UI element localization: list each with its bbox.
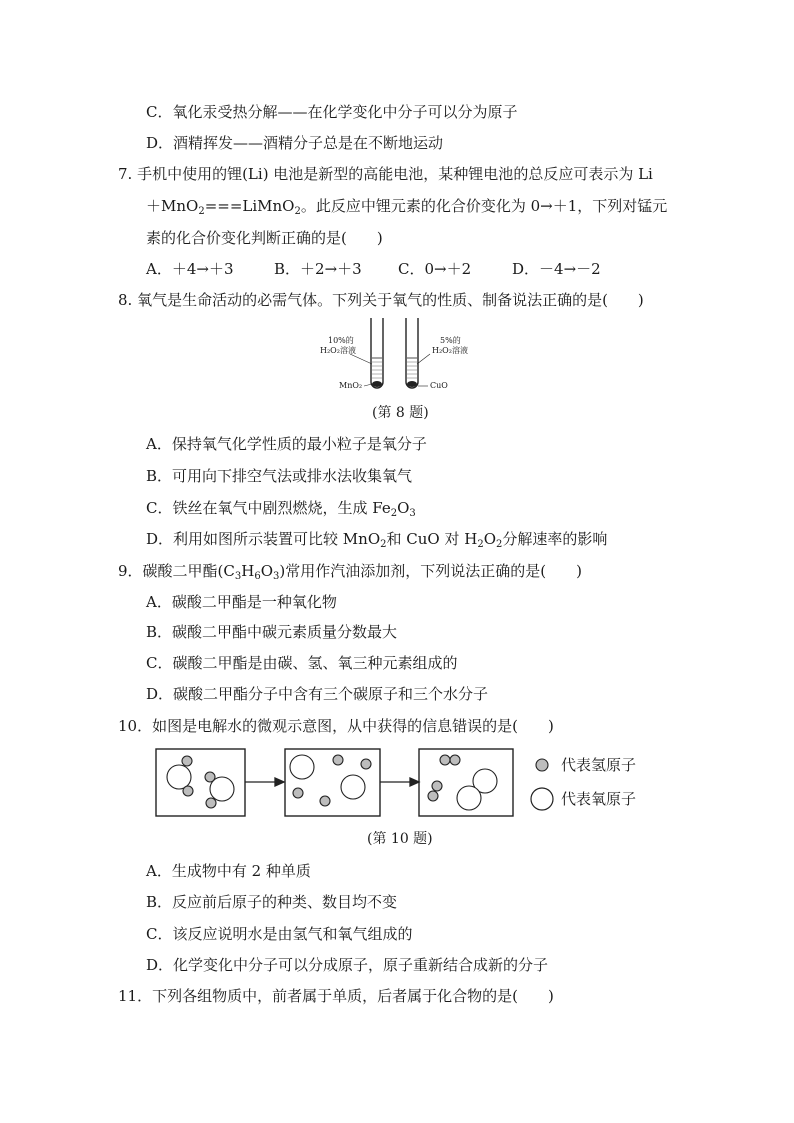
q7-option-b: B．＋2→＋3 xyxy=(274,260,362,278)
q10-figure-caption: (第 10 题) xyxy=(367,831,433,847)
legend-icons xyxy=(530,756,558,814)
q8-option-c: C．铁丝在氧气中剧烈燃烧，生成 $Fe_2O_3$ xyxy=(146,499,416,519)
q10-stem: 10．如图是电解水的微观示意图，从中获得的信息错误的是( ) xyxy=(118,717,554,735)
q10-option-d: D．化学变化中分子可以分成原子，原子重新结合成新的分子 xyxy=(146,956,549,974)
right-tube-solution: H₂O₂溶液 xyxy=(432,346,468,355)
q8-figure-caption: (第 8 题) xyxy=(372,405,429,421)
hydrogen-atom-icon xyxy=(536,759,548,771)
q9-option-a: A．碳酸二甲酯是一种氧化物 xyxy=(146,593,337,611)
q8-option-b: B．可用向下排空气法或排水法收集氧气 xyxy=(146,467,413,485)
q10-option-b: B．反应前后原子的种类、数目均不变 xyxy=(146,893,398,911)
q7-option-a: A．＋4→＋3 xyxy=(146,260,234,278)
q8-stem: 8. 氧气是生命活动的必需气体。下列关于氧气的性质、制备说法正确的是( ) xyxy=(118,291,644,309)
q10-option-a: A．生成物中有 2 种单质 xyxy=(146,862,311,880)
legend-hydrogen-label: 代表氢原子 xyxy=(561,756,637,774)
legend-oxygen-label: 代表氧原子 xyxy=(561,790,637,808)
right-tube-reagent: CuO xyxy=(430,381,448,390)
q6-option-c: C．氧化汞受热分解——在化学变化中分子可以分为原子 xyxy=(146,103,518,121)
q7-stem-line1: 7. 手机中使用的锂(Li) 电池是新型的高能电池，某种锂电池的总反应可表示为 Li xyxy=(118,165,653,183)
left-tube-solution: H₂O₂溶液 xyxy=(320,346,356,355)
q9-option-c: C．碳酸二甲酯是由碳、氢、氧三种元素组成的 xyxy=(146,654,458,672)
q7-stem-line3: 素的化合价变化判断正确的是( ) xyxy=(146,229,383,247)
left-tube-concentration: 10%的 xyxy=(328,336,354,345)
right-tube-concentration: 5%的 xyxy=(440,336,461,345)
left-tube-reagent: MnO₂ xyxy=(339,381,363,390)
q9-stem: 9．碳酸二甲酯$(C_3H_6O_3)$常用作汽油添加剂，下列说法正确的是( ) xyxy=(118,562,582,582)
q9-option-b: B．碳酸二甲酯中碳元素质量分数最大 xyxy=(146,623,398,641)
q8-option-d: D．利用如图所示装置可比较 MnO$_2$和 CuO 对 $H_2O_2$分解速率的影响 xyxy=(146,530,608,550)
q11-stem: 11．下列各组物质中，前者属于单质，后者属于化合物的是( ) xyxy=(118,987,554,1005)
q9-option-d: D．碳酸二甲酯分子中含有三个碳原子和三个水分子 xyxy=(146,685,489,703)
q7-option-d: D．－4→－2 xyxy=(512,260,601,278)
q7-option-c: C．0→＋2 xyxy=(398,260,472,278)
oxygen-atom-icon xyxy=(531,788,553,810)
q10-option-c: C．该反应说明水是由氢气和氧气组成的 xyxy=(146,925,413,943)
q7-options xyxy=(146,259,601,279)
electrolysis-diagram xyxy=(155,748,525,820)
q7-stem-line2: ＋MnO$_2$===LiMnO$_2$。此反应中锂元素的化合价变化为 0→＋1，下列对锰元 xyxy=(146,197,668,217)
q8-option-a: A．保持氧气化学性质的最小粒子是氧分子 xyxy=(146,435,427,453)
q6-option-d: D．酒精挥发——酒精分子总是在不断地运动 xyxy=(146,134,444,152)
